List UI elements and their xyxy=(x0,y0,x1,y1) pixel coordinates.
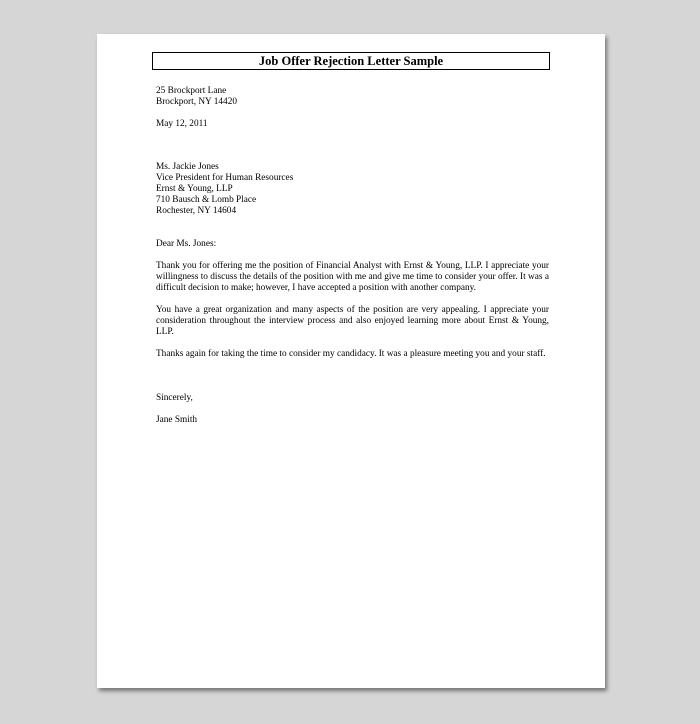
recipient-street: 710 Bausch & Lomb Place xyxy=(156,195,257,205)
sender-address-line1: 25 Brockport Lane xyxy=(156,86,227,96)
signature: Jane Smith xyxy=(156,415,198,425)
sender-address xyxy=(156,86,549,108)
salutation: Dear Ms. Jones: xyxy=(156,239,217,249)
body-paragraph-1: Thank you for offering me the position of Financial Analyst with Ernst & Young, LLP. I appreciate your willingness to discuss the details of the position with me and give me time to consider your offer. It was a difficult decision to make; however, I have accepted a position with another company. xyxy=(156,261,549,293)
letter-date xyxy=(156,119,549,130)
recipient-company: Ernst & Young, LLP xyxy=(156,184,233,194)
letter-page xyxy=(97,34,605,688)
closing: Sincerely, xyxy=(156,393,193,403)
date-text: May 12, 2011 xyxy=(156,119,208,129)
recipient-title: Vice President for Human Resources xyxy=(156,173,294,183)
body-paragraph-3: Thanks again for taking the time to consider my candidacy. It was a pleasure meeting you and your staff. xyxy=(156,349,546,359)
recipient-city: Rochester, NY 14604 xyxy=(156,206,237,216)
body-paragraph-2: You have a great organization and many aspects of the position are very appealing. I appreciate your consideration throughout the interview process and also enjoyed learning more about Ernst & Young, LLP. xyxy=(156,305,549,337)
document-title: Job Offer Rejection Letter Sample xyxy=(152,52,550,70)
sender-address-line2: Brockport, NY 14420 xyxy=(156,97,237,107)
recipient-name: Ms. Jackie Jones xyxy=(156,162,219,172)
recipient-address xyxy=(156,162,549,217)
